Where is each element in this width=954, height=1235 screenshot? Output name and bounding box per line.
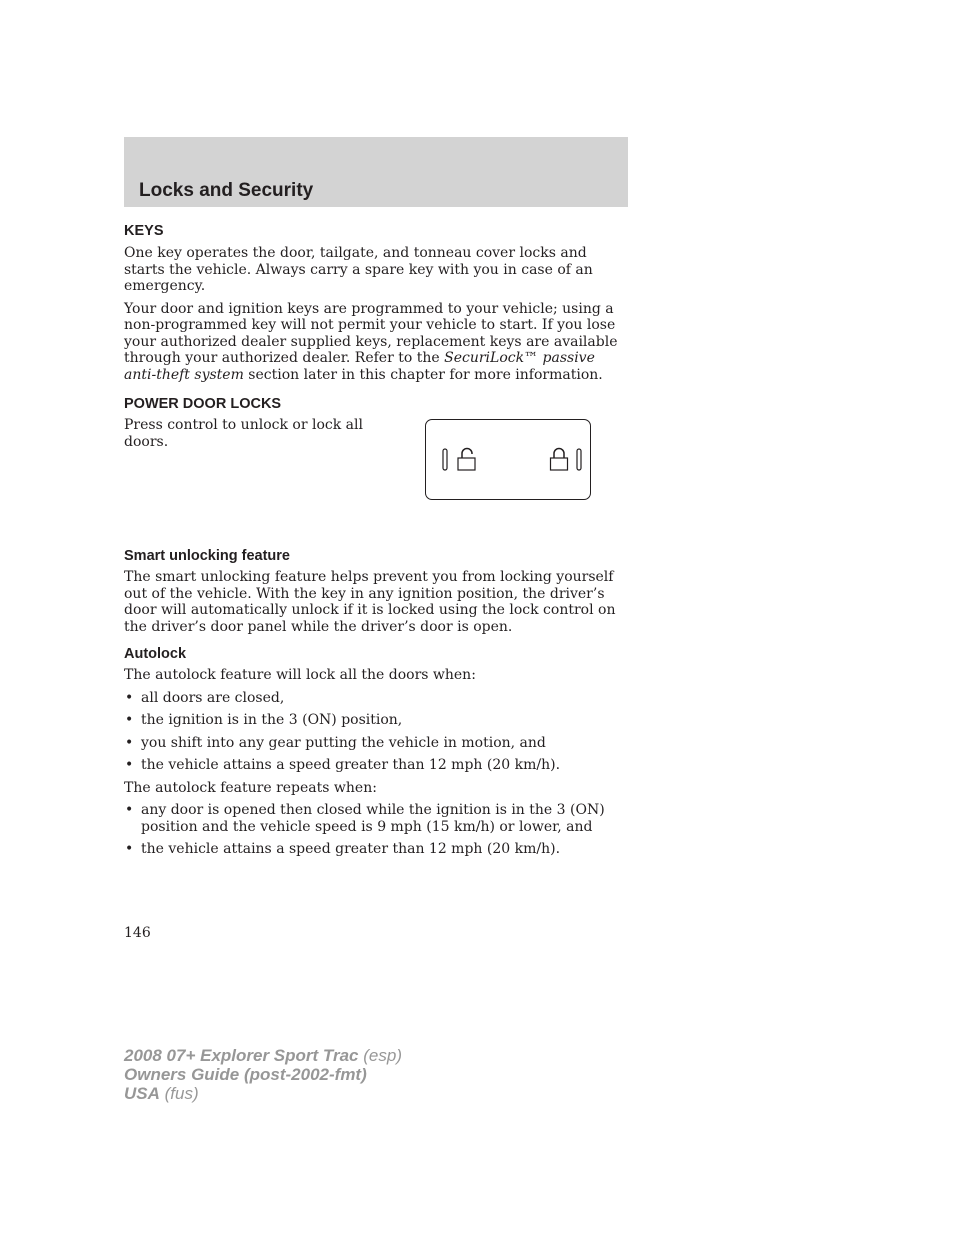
power-door-locks-text: Press control to unlock or lock all doors. xyxy=(124,417,363,450)
section-header-band xyxy=(124,137,628,207)
smart-unlocking-heading: Smart unlocking feature xyxy=(124,548,290,564)
autolock-intro-1: The autolock feature will lock all the doors when: xyxy=(124,667,476,683)
securilock-reference: SecuriLock™ passive anti-theft system xyxy=(124,350,595,383)
lock-padlock-icon xyxy=(551,449,568,471)
power-door-locks-heading: POWER DOOR LOCKS xyxy=(124,396,282,412)
list-item: • you shift into any gear putting the vehicle in motion, and xyxy=(124,735,628,752)
keys-paragraph-1: One key operates the door, tailgate, and tonneau cover locks and starts the vehicle. Always carry a spare key with you in case of an emergency. xyxy=(124,245,593,294)
footer-line-3 xyxy=(124,1084,402,1103)
list-item: • the ignition is in the 3 (ON) position, xyxy=(124,712,628,729)
footer-market: USA xyxy=(124,1084,160,1103)
list-item: • any door is opened then closed while the ignition is in the 3 (ON) position and the vehicle speed is 9 mph (15 km/h) or lower, and xyxy=(124,802,628,835)
page-number: 146 xyxy=(124,925,151,941)
footer-line-2 xyxy=(124,1065,402,1084)
list-item: • all doors are closed, xyxy=(124,690,628,707)
page-content xyxy=(124,218,628,858)
footer-model: 2008 07+ Explorer Sport Trac xyxy=(124,1046,359,1065)
autolock-repeat-list xyxy=(124,802,628,858)
section-title: Locks and Security xyxy=(139,180,314,201)
power-lock-control-illustration xyxy=(425,419,591,500)
footer-model-code: (esp) xyxy=(363,1046,402,1065)
unlock-switch-bar xyxy=(443,449,447,470)
list-item: • the vehicle attains a speed greater than 12 mph (20 km/h). xyxy=(124,841,628,858)
footer-market-code: (fus) xyxy=(164,1084,199,1103)
document-footer xyxy=(124,1046,402,1103)
keys-paragraph-2 xyxy=(124,301,628,384)
footer-guide: Owners Guide (post-2002-fmt) xyxy=(124,1065,367,1084)
autolock-heading: Autolock xyxy=(124,646,187,662)
footer-line-1 xyxy=(124,1046,402,1065)
lock-switch-bar xyxy=(577,449,581,470)
keys-paragraph-2-start: Your door and ignition keys are programmed to your vehicle; using a non-programmed key will not permit your vehicle to start. If you lose your authorized dealer supplied keys, replacement keys are available through your authorized dealer. Refer to the xyxy=(124,300,618,366)
autolock-conditions-list xyxy=(124,690,628,774)
list-item: • the vehicle attains a speed greater than 12 mph (20 km/h). xyxy=(124,757,628,774)
lock-control-drawing xyxy=(426,420,592,501)
keys-paragraph-2-end: section later in this chapter for more information. xyxy=(243,366,603,383)
keys-heading: KEYS xyxy=(124,223,164,239)
autolock-intro-2: The autolock feature repeats when: xyxy=(124,779,377,796)
unlock-padlock-icon xyxy=(458,449,475,470)
smart-unlocking-text: The smart unlocking feature helps prevent you from locking yourself out of the vehicle. With the key in any ignition position, the driver’s door will automatically unlock if it is locked using the lock control on the driver’s door panel while the driver’s door is open. xyxy=(124,569,616,635)
